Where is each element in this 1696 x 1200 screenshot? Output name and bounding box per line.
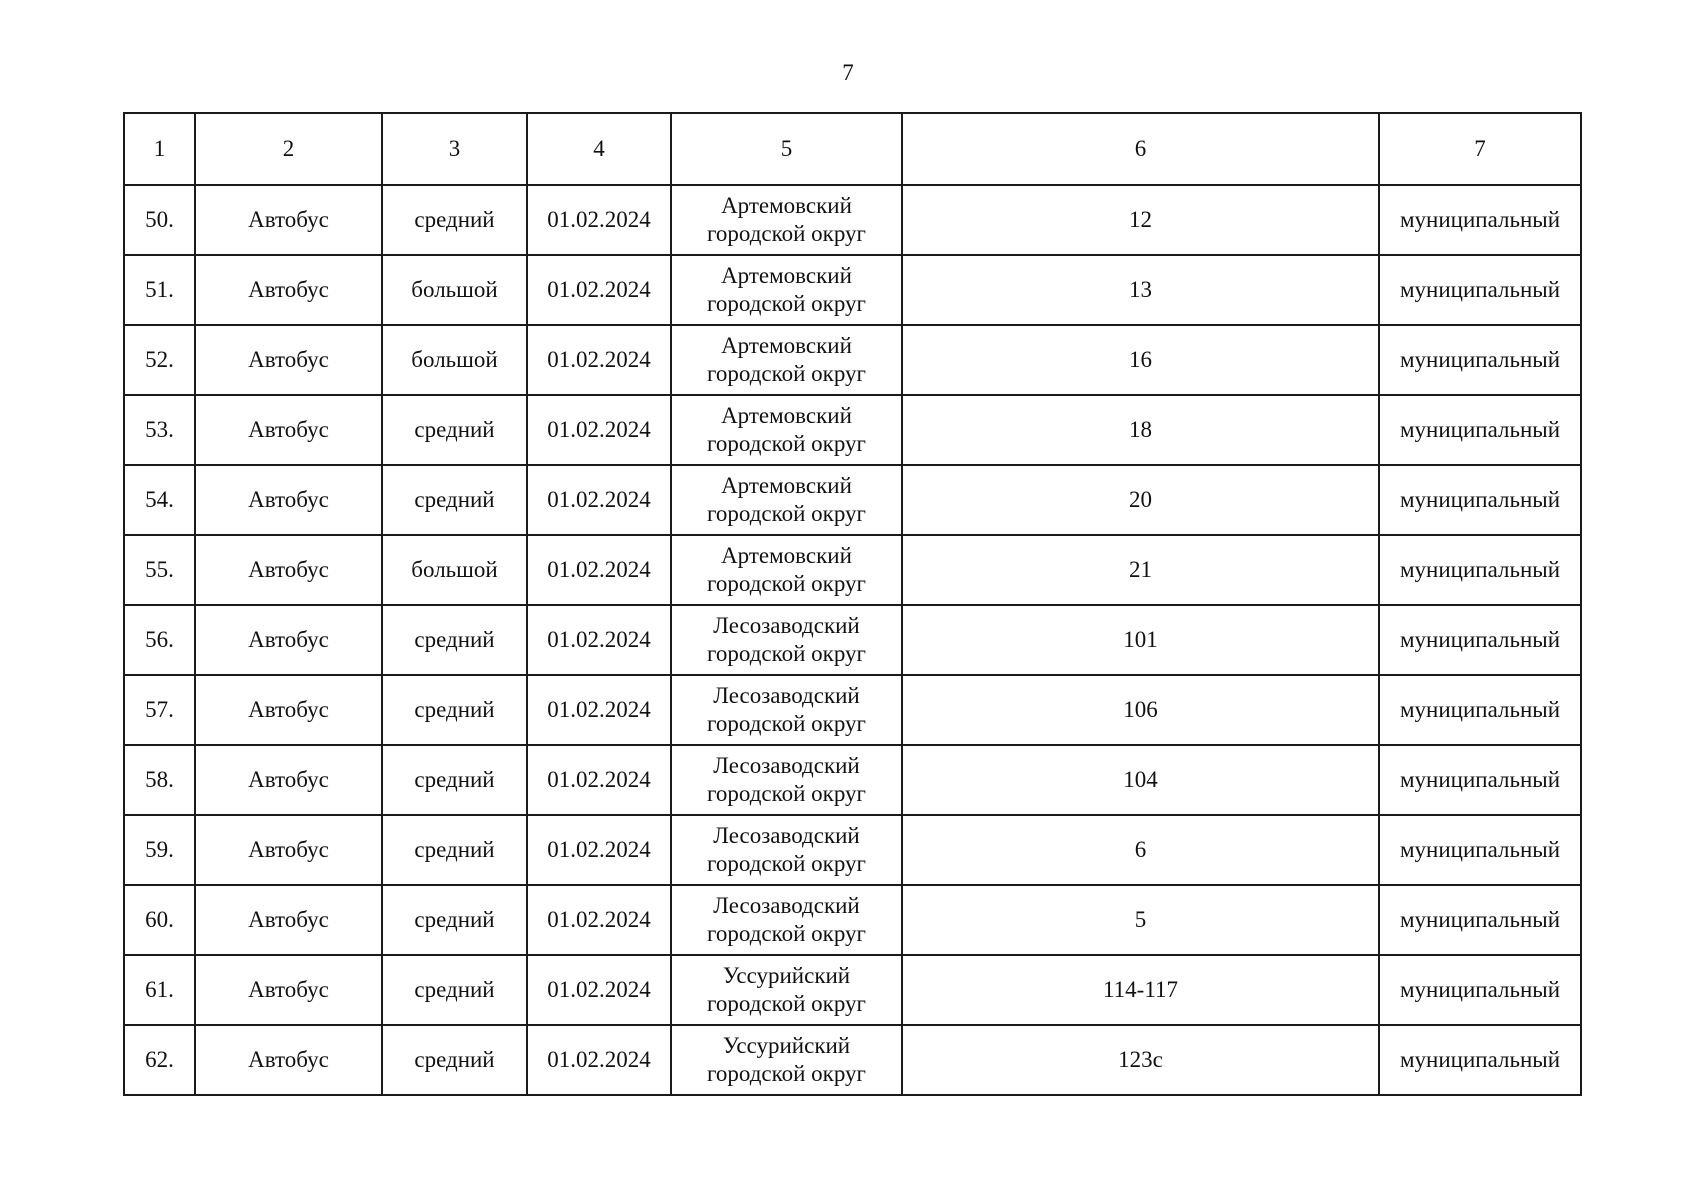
vehicle-class-cell: средний [382,885,527,955]
route-number-cell: 106 [902,675,1379,745]
start-date-cell: 01.02.2024 [527,815,671,885]
row-number-cell: 62. [124,1025,195,1095]
route-number-cell: 123с [902,1025,1379,1095]
district-text: Артемовский [721,403,852,428]
vehicle-type-cell: Автобус [195,955,382,1025]
row-number-cell: 55. [124,535,195,605]
route-kind-cell: муниципальный [1379,815,1581,885]
routes-table [123,112,1582,1096]
district-text: городской округ [707,921,866,946]
column-header: 1 [124,113,195,185]
table-row [124,955,1581,1025]
start-date-cell: 01.02.2024 [527,535,671,605]
district-text: Лесозаводский [713,823,860,848]
route-number-cell: 20 [902,465,1379,535]
column-header: 3 [382,113,527,185]
route-kind-cell: муниципальный [1379,465,1581,535]
route-number-cell: 104 [902,745,1379,815]
vehicle-type-cell: Автобус [195,745,382,815]
vehicle-type-cell: Автобус [195,675,382,745]
table-row [124,255,1581,325]
header-row [124,113,1581,185]
district-text: Лесозаводский [713,893,860,918]
district-text: Артемовский [721,193,852,218]
vehicle-class-cell: средний [382,1025,527,1095]
table-row [124,465,1581,535]
table-row [124,535,1581,605]
vehicle-class-cell: средний [382,395,527,465]
route-kind-cell: муниципальный [1379,955,1581,1025]
district-text: Уссурийский [722,963,851,988]
route-number-cell: 13 [902,255,1379,325]
route-number-cell: 16 [902,325,1379,395]
table-row [124,815,1581,885]
district-cell [671,395,902,465]
district-cell [671,815,902,885]
district-text: городской округ [707,571,866,596]
row-number-cell: 58. [124,745,195,815]
route-number-cell: 101 [902,605,1379,675]
route-number-cell: 5 [902,885,1379,955]
row-number-cell: 56. [124,605,195,675]
vehicle-type-cell: Автобус [195,395,382,465]
table-row [124,605,1581,675]
column-header: 6 [902,113,1379,185]
district-text: Лесозаводский [713,613,860,638]
route-kind-cell: муниципальный [1379,185,1581,255]
start-date-cell: 01.02.2024 [527,255,671,325]
vehicle-class-cell: средний [382,465,527,535]
vehicle-class-cell: большой [382,535,527,605]
route-kind-cell: муниципальный [1379,885,1581,955]
vehicle-class-cell: большой [382,325,527,395]
route-number-cell: 18 [902,395,1379,465]
row-number-cell: 60. [124,885,195,955]
route-kind-cell: муниципальный [1379,675,1581,745]
vehicle-type-cell: Автобус [195,255,382,325]
district-text: городской округ [707,291,866,316]
row-number-cell: 57. [124,675,195,745]
column-header: 7 [1379,113,1581,185]
table-row [124,1025,1581,1095]
start-date-cell: 01.02.2024 [527,675,671,745]
table-row [124,745,1581,815]
vehicle-class-cell: средний [382,675,527,745]
row-number-cell: 52. [124,325,195,395]
row-number-cell: 61. [124,955,195,1025]
vehicle-type-cell: Автобус [195,885,382,955]
route-number-cell: 21 [902,535,1379,605]
route-number-cell: 114-117 [902,955,1379,1025]
district-text: Артемовский [721,473,852,498]
vehicle-class-cell: средний [382,185,527,255]
route-kind-cell: муниципальный [1379,1025,1581,1095]
district-text: Уссурийский [722,1033,851,1058]
start-date-cell: 01.02.2024 [527,745,671,815]
vehicle-class-cell: средний [382,815,527,885]
district-cell [671,955,902,1025]
route-kind-cell: муниципальный [1379,535,1581,605]
start-date-cell: 01.02.2024 [527,605,671,675]
row-number-cell: 50. [124,185,195,255]
district-cell [671,185,902,255]
table-row [124,885,1581,955]
vehicle-type-cell: Автобус [195,815,382,885]
district-text: городской округ [707,431,866,456]
table-row [124,325,1581,395]
row-number-cell: 59. [124,815,195,885]
column-header: 5 [671,113,902,185]
district-text: городской округ [707,641,866,666]
vehicle-type-cell: Автобус [195,535,382,605]
district-text: Артемовский [721,263,852,288]
vehicle-class-cell: средний [382,745,527,815]
routes-table-body [124,113,1581,1095]
vehicle-type-cell: Автобус [195,325,382,395]
district-text: городской округ [707,851,866,876]
vehicle-class-cell: средний [382,605,527,675]
vehicle-class-cell: большой [382,255,527,325]
vehicle-class-cell: средний [382,955,527,1025]
start-date-cell: 01.02.2024 [527,185,671,255]
district-cell [671,1025,902,1095]
district-text: Лесозаводский [713,753,860,778]
row-number-cell: 53. [124,395,195,465]
route-kind-cell: муниципальный [1379,605,1581,675]
route-kind-cell: муниципальный [1379,325,1581,395]
district-text: Артемовский [721,543,852,568]
district-text: городской округ [707,991,866,1016]
table-row [124,185,1581,255]
district-text: городской округ [707,361,866,386]
district-cell [671,605,902,675]
route-kind-cell: муниципальный [1379,255,1581,325]
vehicle-type-cell: Автобус [195,465,382,535]
district-cell [671,465,902,535]
row-number-cell: 51. [124,255,195,325]
row-number-cell: 54. [124,465,195,535]
vehicle-type-cell: Автобус [195,1025,382,1095]
route-kind-cell: муниципальный [1379,395,1581,465]
vehicle-type-cell: Автобус [195,185,382,255]
district-text: городской округ [707,221,866,246]
district-cell [671,255,902,325]
start-date-cell: 01.02.2024 [527,395,671,465]
start-date-cell: 01.02.2024 [527,325,671,395]
district-cell [671,675,902,745]
table-row [124,395,1581,465]
route-number-cell: 6 [902,815,1379,885]
district-text: городской округ [707,501,866,526]
district-cell [671,745,902,815]
start-date-cell: 01.02.2024 [527,885,671,955]
district-text: городской округ [707,711,866,736]
route-kind-cell: муниципальный [1379,745,1581,815]
district-cell [671,325,902,395]
column-header: 4 [527,113,671,185]
district-text: Лесозаводский [713,683,860,708]
start-date-cell: 01.02.2024 [527,1025,671,1095]
page-number: 7 [842,60,854,85]
column-header: 2 [195,113,382,185]
district-text: Артемовский [721,333,852,358]
district-text: городской округ [707,1061,866,1086]
table-row [124,675,1581,745]
start-date-cell: 01.02.2024 [527,465,671,535]
district-text: городской округ [707,781,866,806]
district-cell [671,885,902,955]
vehicle-type-cell: Автобус [195,605,382,675]
start-date-cell: 01.02.2024 [527,955,671,1025]
route-number-cell: 12 [902,185,1379,255]
district-cell [671,535,902,605]
